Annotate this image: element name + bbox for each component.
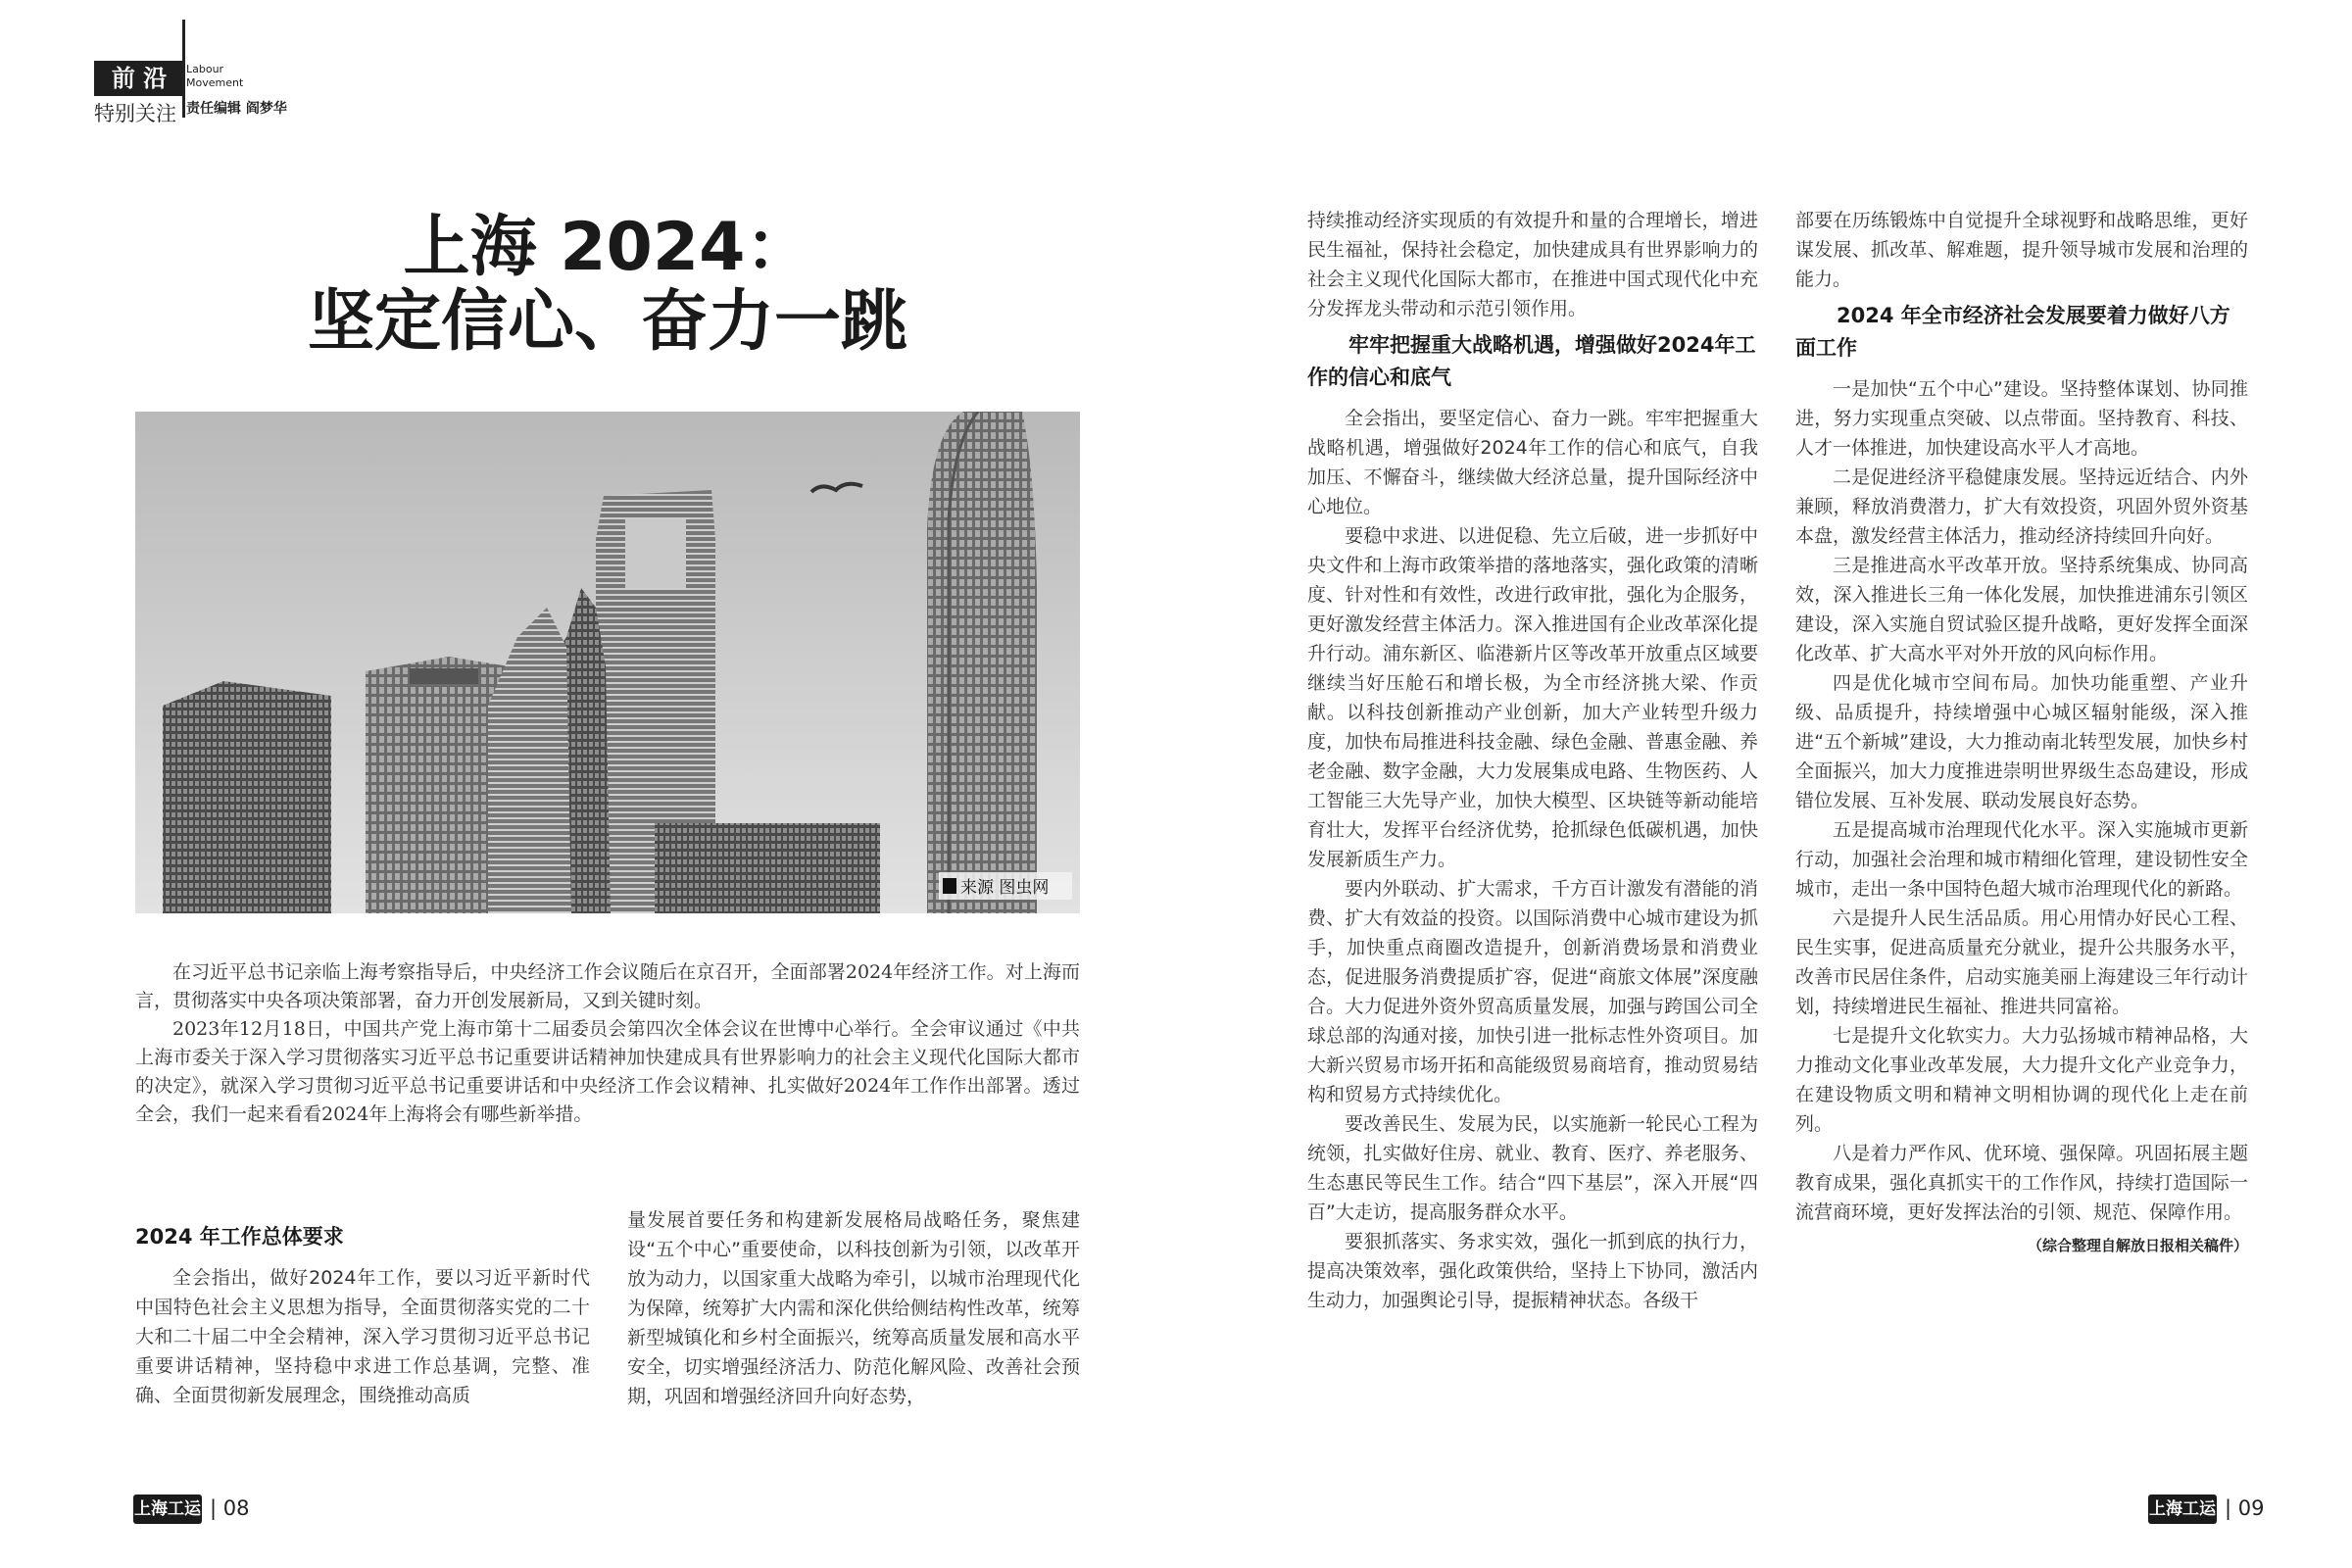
section-2-paragraph-5-continued: 部要在历练锻炼中自觉提升全球视野和战略思维，更好谋发展、抓改革、解难题，提升领导城市发展和治理的能力。 [1795,210,2248,290]
article-lead [135,958,1080,1129]
section-1-heading: 2024 年工作总体要求 [135,1225,344,1249]
left-column-1 [135,1215,590,1410]
page-number-right: | 09 [2225,1496,2265,1520]
section-2-paragraph-4: 要改善民生、发展为民，以实施新一轮民心工程为统领，扎实做好住房、就业、教育、医疗、养老服务、生态惠民等民生工作。结合“四下基层”，深入开展“四百”大走访，提高服务群众水平。 [1307,1113,1758,1223]
section-3-item-5: 五是提高城市治理现代化水平。深入实施城市更新行动，加强社会治理和城市精细化管理，建设韧性安全城市，走出一条中国特色超大城市治理现代化的新路。 [1795,819,2248,900]
right-column-1 [1307,206,1758,1315]
english-line-2: Movement [186,76,244,89]
section-2-heading: 牢牢把握重大战略机遇，增强做好2024年工作的信心和底气 [1307,333,1756,389]
editor-credit: 责任编辑 阎梦华 [186,101,287,117]
article-title-line-2: 坚定信心、奋力一跳 [307,283,907,361]
section-2-paragraph-3: 要内外联动、扩大需求，千方百计激发有潜能的消费、扩大有效益的投资。以国际消费中心城市建设为抓手，加快重点商圈改造提升，创新消费场景和消费业态，促进服务消费提质扩容，促进“商旅文体展”深度融合。大力促进外资外贸高质量发展，加强与跨国公司全球总部的沟通对接，加快引进一批标志性外资项目。加大新兴贸易市场开拓和高能级贸易商培育，推动贸易结构和贸易方式持续优化。 [1307,878,1758,1105]
section-subtitle: 特别关注 [94,102,176,125]
lead-paragraph-1: 在习近平总书记亲临上海考察指导后，中央经济工作会议随后在京召开，全面部署2024年经济工作。对上海而言，贯彻落实中央各项决策部署，奋力开创发展新局，又到关键时刻。 [135,961,1080,1011]
section-3-item-2: 二是促进经济平稳健康发展。坚持远近结合、内外兼顾，释放消费潜力，扩大有效投资，巩固外贸外资基本盘，激发经营主体活力，推动经济持续回升向好。 [1795,466,2248,547]
magazine-logo-right: 上海工运 [2148,1494,2217,1524]
page-number-left: | 08 [210,1496,250,1520]
skyline-photo [135,412,1080,913]
right-column-2 [1795,206,2248,1260]
section-3-item-3: 三是推进高水平改革开放。坚持系统集成、协同高效，深入推进长三角一体化发展，加快推进浦东引领区建设，深入实施自贸试验区提升战略，更好发挥全面深化改革、扩大高水平对外开放的风向标作用。 [1795,555,2248,664]
english-line-1: Labour [186,63,224,75]
section-2-paragraph-5: 要狠抓落实、务求实效，强化一抓到底的执行力，提高决策效率，强化政策供给，坚持上下协同，激活内生动力，加强舆论引导，提振精神状态。各级干 [1307,1231,1758,1311]
section-2-paragraph-1: 全会指出，要坚定信心、奋力一跳。牢牢把握重大战略机遇，增强做好2024年工作的信心和底气，自我加压、不懈奋斗，继续做大经济总量，提升国际经济中心地位。 [1307,408,1758,517]
section-3-item-1: 一是加快“五个中心”建设。坚持整体谋划、协同推进，努力实现重点突破、以点带面。坚持教育、科技、人才一体推进，加快建设高水平人才高地。 [1795,378,2248,459]
left-column-2 [627,1205,1080,1411]
section-1-paragraph: 全会指出，做好2024年工作，要以习近平新时代中国特色社会主义思想为指导，全面贯彻落实党的二十大和二十届二中全会精神，深入学习贯彻习近平总书记重要讲话精神，坚持稳中求进工作总基调，完整、准确、全面贯彻新发展理念，围绕推动高质 [135,1267,590,1406]
photo-credit: 来源 图虫网 [960,878,1050,898]
section-3-heading: 2024 年全市经济社会发展要着力做好八方面工作 [1795,304,2230,360]
section-3-item-8: 八是着力严作风、优环境、强保障。巩固拓展主题教育成果，强化真抓实干的工作作风，持续打造国际一流营商环境，更好发挥法治的引领、规范、保障作用。 [1795,1143,2248,1223]
lead-paragraph-2: 2023年12月18日，中国共产党上海市第十二届委员会第四次全体会议在世博中心举行。全会审议通过《中共上海市委关于深入学习贯彻落实习近平总书记重要讲话精神加快建成具有世界影响力的社会主义现代化国际大都市的决定》，就深入学习贯彻习近平总书记重要讲话和中央经济工作会议精神、扎实做好2024年工作作出部署。透过全会，我们一起来看看2024年上海将会有哪些新举措。 [135,1018,1080,1125]
section-3-item-4: 四是优化城市空间布局。加快功能重塑、产业升级、品质提升，持续增强中心城区辐射能级，深入推进“五个新城”建设，大力推动南北转型发展，加快乡村全面振兴，加大力度推进崇明世界级生态岛建设，形成错位发展、互补发展、联动发展良好态势。 [1795,672,2248,811]
source-note: （综合整理自解放日报相关稿件） [2027,1237,2248,1254]
section-tag: 前 沿 [94,61,184,96]
section-3-item-7: 七是提升文化软实力。大力弘扬城市精神品格，大力推动文化事业改革发展，大力提升文化产业竞争力，在建设物质文明和精神文明相协调的现代化上走在前列。 [1795,1025,2248,1135]
article-title-line-1: 上海 2024： [403,209,812,286]
magazine-logo-left: 上海工运 [133,1494,202,1524]
section-1-paragraph-continued-2: 持续推动经济实现质的有效提升和量的合理增长，增进民生福祉，保持社会稳定，加快建成具有世界影响力的社会主义现代化国际大都市，在推进中国式现代化中充分发挥龙头带动和示范引领作用。 [1307,210,1758,319]
header-divider [182,20,185,118]
right-page-number: 09 [2237,1496,2265,1520]
section-1-paragraph-continued: 量发展首要任务和构建新发展格局战略任务，聚焦建设“五个中心”重要使命，以科技创新为引领，以改革开放为动力，以国家重大战略为牵引，以城市治理现代化为保障，统筹扩大内需和深化供给侧结构性改革，统筹新型城镇化和乡村全面振兴，统筹高质量发展和高水平安全，切实增强经济活力、防范化解风险、改善社会预期，巩固和增强经济回升向好态势， [627,1209,1080,1407]
section-english-name [186,63,243,90]
left-page-number: 08 [222,1496,250,1520]
section-2-paragraph-2: 要稳中求进、以进促稳、先立后破，进一步抓好中央文件和上海市政策举措的落地落实，强化政策的清晰度、针对性和有效性，改进行政审批，强化为企服务，更好激发经营主体活力。深入推进国有企业改革深化提升行动。浦东新区、临港新片区等改革开放重点区域要继续当好压舱石和增长极，为全市经济挑大梁、作贡献。以科技创新推动产业创新，加大产业转型升级力度，加快布局推进科技金融、绿色金融、普惠金融、养老金融、数字金融，大力发展集成电路、生物医药、人工智能三大先导产业，加快大模型、区块链等新动能培育壮大，发挥平台经济优势，抢抓绿色低碳机遇，加快发展新质生产力。 [1307,525,1758,870]
section-3-item-6: 六是提升人民生活品质。用心用情办好民心工程、民生实事，促进高质量充分就业，提升公共服务水平，改善市民居住条件，启动实施美丽上海建设三年行动计划，持续增进民生福祉、推进共同富裕。 [1795,907,2248,1017]
